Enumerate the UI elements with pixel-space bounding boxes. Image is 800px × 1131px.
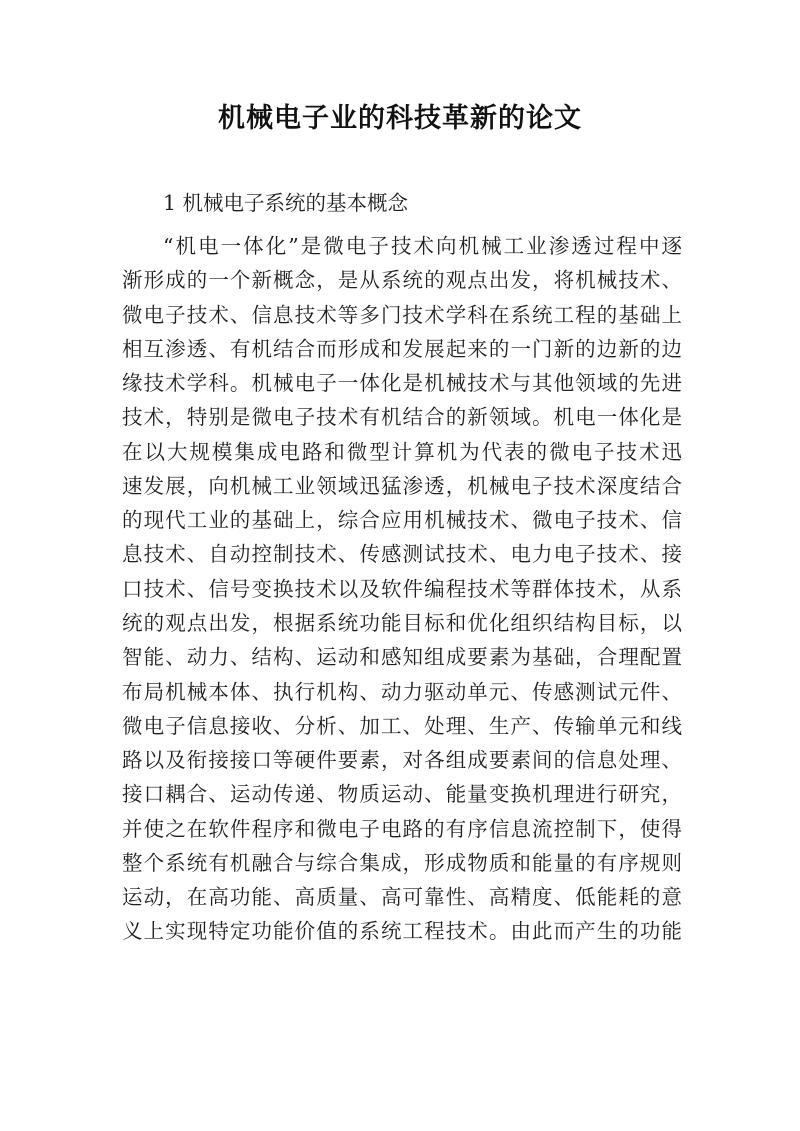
paragraph-line: 路以及衔接接口等硬件要素，对各组成要素间的信息处理、 xyxy=(122,748,682,772)
paragraph-line: 口技术、信号变换技术以及软件编程技术等群体技术，从系 xyxy=(122,577,682,601)
paragraph-line: 布局机械本体、执行机构、动力驱动单元、传感测试元件、 xyxy=(122,680,682,704)
paragraph-line: 渐形成的一个新概念，是从系统的观点出发，将机械技术、 xyxy=(122,268,682,292)
paragraph-line: 运动，在高功能、高质量、高可靠性、高精度、低能耗的意 xyxy=(122,885,682,909)
paragraph-line: 义上实现特定功能价值的系统工程技术。由此而产生的功能 xyxy=(122,919,682,943)
paragraph-line: 速发展，向机械工业领域迅猛渗透，机械电子技术深度结合 xyxy=(122,474,682,498)
paragraph-line: 整个系统有机融合与综合集成，形成物质和能量的有序规则 xyxy=(122,851,682,875)
page-title: 机械电子业的科技革新的论文 xyxy=(218,103,582,134)
paragraph-line: 缘技术学科。机械电子一体化是机械技术与其他领域的先进 xyxy=(122,371,682,395)
paragraph-line: 技术，特别是微电子技术有机结合的新领域。机电一体化是 xyxy=(122,405,682,429)
paragraph-line: 统的观点出发，根据系统功能目标和优化组织结构目标，以 xyxy=(122,611,682,635)
paragraph-line: 微电子技术、信息技术等多门技术学科在系统工程的基础上 xyxy=(122,303,682,327)
paragraph-line: 智能、动力、结构、运动和感知组成要素为基础，合理配置 xyxy=(122,645,682,669)
paragraph-line: 并使之在软件程序和微电子电路的有序信息流控制下，使得 xyxy=(122,817,682,841)
paragraph-line: 接口耦合、运动传递、物质运动、能量变换机理进行研究， xyxy=(122,782,682,806)
paragraph-line: 息技术、自动控制技术、传感测试技术、电力电子技术、接 xyxy=(122,542,682,566)
section-heading: 1 机械电子系统的基本概念 xyxy=(163,191,409,215)
paragraph-line: “机电一体化”是微电子技术向机械工业渗透过程中逐 xyxy=(163,234,682,258)
paragraph-line: 在以大规模集成电路和微型计算机为代表的微电子技术迅 xyxy=(122,440,682,464)
paragraph-line: 的现代工业的基础上，综合应用机械技术、微电子技术、信 xyxy=(122,508,682,532)
paragraph-line: 微电子信息接收、分析、加工、处理、生产、传输单元和线 xyxy=(122,714,682,738)
paragraph-line: 相互渗透、有机结合而形成和发展起来的一门新的边新的边 xyxy=(122,337,682,361)
